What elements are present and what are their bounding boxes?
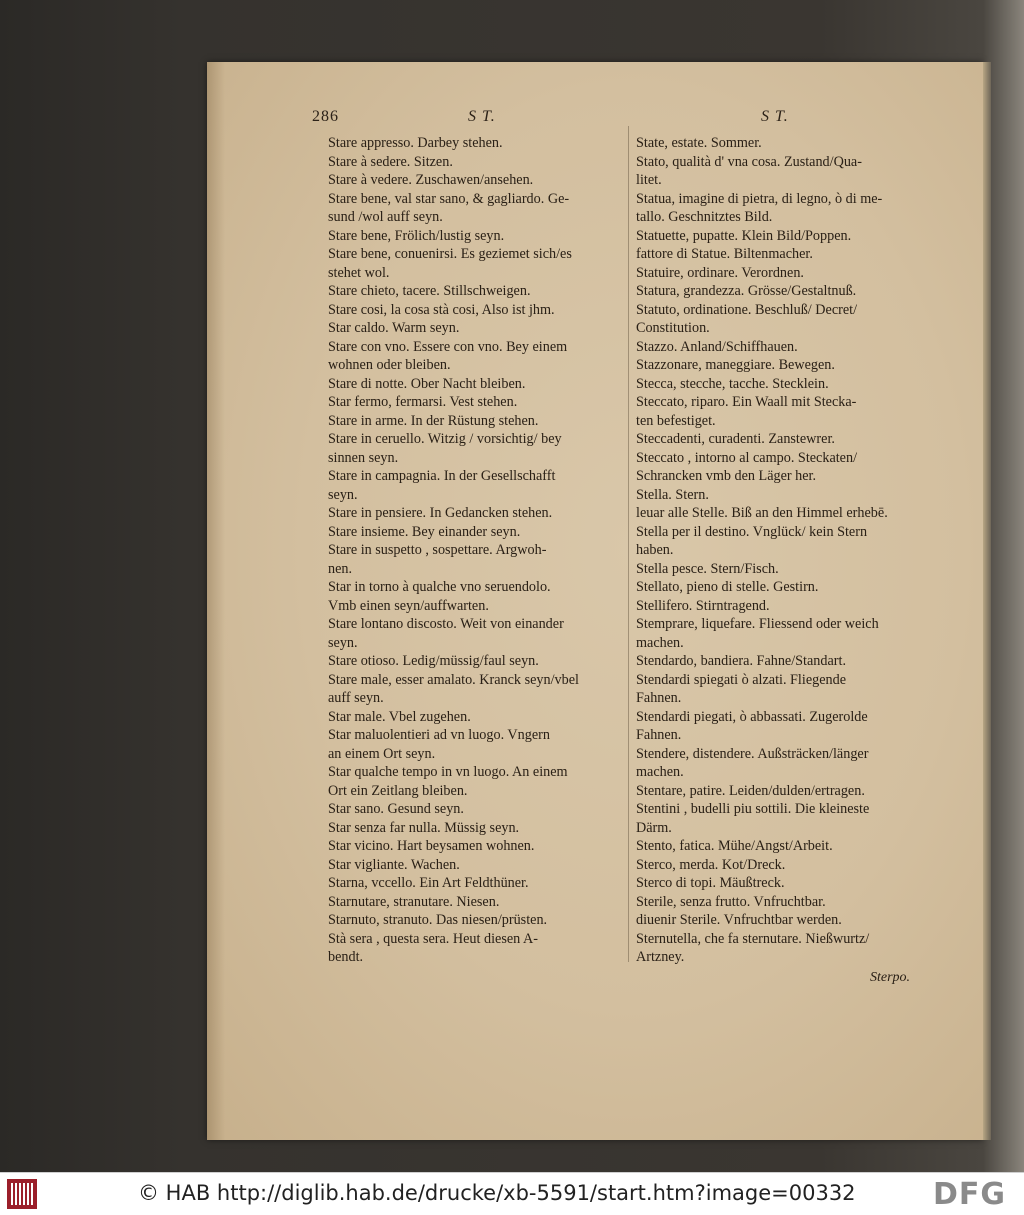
dictionary-entry-line: Sterco, merda. Kot/Dreck. — [636, 856, 786, 873]
dictionary-entry-line: fattore di Statue. Biltenmacher. — [636, 246, 813, 262]
dictionary-entry-line: Statura, grandezza. Grösse/Gestaltnuß. — [636, 283, 857, 299]
footer-bar — [0, 1172, 1024, 1215]
dictionary-entry-line: Starna, vccello. Ein Art Feldthüner. — [328, 875, 529, 891]
dictionary-entry-line: Fahnen. — [636, 690, 682, 706]
dictionary-entry-line: Steccadenti, curadenti. Zanstewrer. — [636, 431, 835, 447]
dictionary-entry-line: Star sano. Gesund seyn. — [328, 801, 464, 817]
dictionary-entry-line: Stare bene, val star sano, & gagliardo. Ge- — [328, 190, 570, 207]
dictionary-entry-line: Star qualche tempo in vn luogo. An einem — [328, 764, 568, 780]
dictionary-entry-line: Stà sera , questa sera. Heut diesen A- — [328, 930, 538, 947]
dictionary-entry-line: Stentare, patire. Leiden/dulden/ertragen. — [636, 782, 865, 799]
dictionary-entry-line: Stare in pensiere. In Gedancken stehen. — [328, 505, 553, 521]
dictionary-entry-line: Stare in campagnia. In der Gesellschafft — [328, 468, 556, 484]
right-column-heading: S T. — [761, 108, 789, 125]
dictionary-entry-line: Star male. Vbel zugehen. — [328, 708, 471, 725]
dictionary-entry-line: Sternutella, che fa sternutare. Nießwurtz/ — [636, 930, 870, 947]
dictionary-entry-line: Fahnen. — [636, 727, 682, 743]
dictionary-entry-line: Stellifero. Stirntragend. — [636, 597, 770, 614]
dictionary-entry-line: seyn. — [328, 486, 358, 503]
column-divider — [628, 126, 629, 962]
dictionary-entry-line: Sterco di topi. Mäußtreck. — [636, 875, 785, 891]
dictionary-entry-line: Star in torno à qualche vno seruendolo. — [328, 579, 551, 595]
dictionary-entry-line: Stemprare, liquefare. Fliessend oder weich — [636, 616, 879, 632]
hab-logo-icon — [7, 1179, 37, 1209]
dictionary-entry-line: Constitution. — [636, 320, 710, 336]
dictionary-entry-line: Stare di notte. Ober Nacht bleiben. — [328, 375, 526, 392]
dictionary-entry-line: Stare chieto, tacere. Stillschweigen. — [328, 283, 531, 299]
dictionary-entry-line: Stare in arme. In der Rüstung stehen. — [328, 412, 539, 429]
dictionary-entry-line: Starnutare, stranutare. Niesen. — [328, 893, 500, 910]
dictionary-entry-line: Stecca, stecche, tacche. Stecklein. — [636, 375, 829, 392]
left-column-heading: S T. — [468, 108, 496, 125]
dictionary-entry-line: sund /wol auff seyn. — [328, 209, 443, 225]
dictionary-entry-line: Steccato, riparo. Ein Waall mit Stecka- — [636, 394, 857, 410]
dictionary-entry-line: Stendardi piegati, ò abbassati. Zugerolde — [636, 708, 868, 725]
dictionary-entry-line: Statuire, ordinare. Verordnen. — [636, 264, 804, 281]
dictionary-entry-line: an einem Ort seyn. — [328, 745, 436, 762]
dictionary-entry-line: auff seyn. — [328, 690, 384, 706]
dfg-logo: DFG — [933, 1177, 1007, 1212]
dictionary-entry-line: Starnuto, stranuto. Das niesen/prüsten. — [328, 912, 548, 928]
dictionary-entry-line: Stare male, esser amalato. Kranck seyn/vbel — [328, 671, 579, 688]
dictionary-entry-line: sinnen seyn. — [328, 449, 399, 466]
copyright-link[interactable]: © HAB http://diglib.hab.de/drucke/xb-5591/start.htm?image=00332 — [138, 1181, 856, 1205]
dictionary-entry-line: Stella per il destino. Vnglück/ kein Stern — [636, 523, 868, 540]
dictionary-entry-line: Stare con vno. Essere con vno. Bey einem — [328, 338, 568, 355]
dictionary-entry-line: Stare in suspetto , sospettare. Argwoh- — [328, 542, 547, 558]
dictionary-entry-line: Stento, fatica. Mühe/Angst/Arbeit. — [636, 838, 833, 854]
dictionary-entry-line: Stazzo. Anland/Schiffhauen. — [636, 338, 798, 355]
dictionary-entry-line: Stato, qualità d' vna cosa. Zustand/Qua- — [636, 153, 862, 170]
dictionary-entry-line: Stendardo, bandiera. Fahne/Standart. — [636, 653, 846, 669]
dictionary-entry-line: Stella pesce. Stern/Fisch. — [636, 560, 779, 577]
dictionary-entry-line: Statuette, pupatte. Klein Bild/Poppen. — [636, 227, 852, 244]
dictionary-entry-line: Statua, imagine di pietra, di legno, ò di me- — [636, 190, 883, 207]
dictionary-entry-line: nen. — [328, 560, 353, 577]
dictionary-entry-line: Stendardi spiegati ò alzati. Fliegende — [636, 671, 846, 688]
dictionary-entry-line: Stare cosi, la cosa stà cosi, Also ist jhm. — [328, 301, 555, 318]
dictionary-entry-line: Stella. Stern. — [636, 486, 709, 503]
dictionary-entry-line: Stare insieme. Bey einander seyn. — [328, 523, 521, 540]
dictionary-entry-line: Star vigliante. Wachen. — [328, 856, 460, 873]
dictionary-entry-line: Steccato , intorno al campo. Steckaten/ — [636, 449, 858, 466]
dictionary-entry-line: Stare à vedere. Zuschawen/ansehen. — [328, 172, 534, 188]
dictionary-entry-line: Star caldo. Warm seyn. — [328, 320, 460, 336]
left-column — [328, 134, 624, 967]
dictionary-entry-line: Schrancken vmb den Läger her. — [636, 468, 817, 484]
dictionary-entry-line: leuar alle Stelle. Biß an den Himmel erhebē. — [636, 505, 888, 521]
dictionary-entry-line: Stare à sedere. Sitzen. — [328, 153, 453, 170]
dictionary-entry-line: tallo. Geschnitztes Bild. — [636, 209, 773, 225]
dictionary-entry-line: machen. — [636, 764, 684, 780]
dictionary-entry-line: Stare bene, Frölich/lustig seyn. — [328, 227, 505, 244]
catchword: Sterpo. — [870, 970, 911, 985]
dictionary-entry-line: Star vicino. Hart beysamen wohnen. — [328, 838, 535, 854]
page-edge — [983, 62, 991, 1140]
dictionary-entry-line: Stendere, distendere. Außsträcken/länger — [636, 745, 869, 762]
page-number: 286 — [312, 108, 339, 125]
right-column — [636, 134, 928, 967]
dictionary-entry-line: State, estate. Sommer. — [636, 135, 762, 151]
dictionary-entry-line: Stare lontano discosto. Weit von einander — [328, 616, 564, 632]
dictionary-entry-line: Sterile, senza frutto. Vnfruchtbar. — [636, 893, 826, 910]
dictionary-entry-line: seyn. — [328, 634, 358, 651]
dictionary-entry-line: Därm. — [636, 819, 672, 836]
dictionary-entry-line: Stare bene, conuenirsi. Es geziemet sich/es — [328, 246, 572, 262]
dictionary-entry-line: Stazzonare, maneggiare. Bewegen. — [636, 357, 835, 373]
dictionary-entry-line: Stellato, pieno di stelle. Gestirn. — [636, 579, 819, 595]
dictionary-entry-line: Artzney. — [636, 949, 685, 965]
dictionary-entry-line: Stare appresso. Darbey stehen. — [328, 135, 503, 151]
dictionary-entry-line: Star fermo, fermarsi. Vest stehen. — [328, 394, 518, 410]
dictionary-entry-line: Star maluolentieri ad vn luogo. Vngern — [328, 727, 550, 743]
dictionary-entry-line: Ort ein Zeitlang bleiben. — [328, 782, 468, 799]
dictionary-entry-line: Statuto, ordinatione. Beschluß/ Decret/ — [636, 301, 858, 318]
dictionary-entry-line: bendt. — [328, 949, 364, 965]
dictionary-entry-line: Vmb einen seyn/auffwarten. — [328, 597, 489, 614]
dictionary-entry-line: wohnen oder bleiben. — [328, 357, 451, 373]
dictionary-entry-line: machen. — [636, 634, 684, 651]
dictionary-entry-line: Stentini , budelli piu sottili. Die kleineste — [636, 801, 870, 817]
dictionary-entry-line: litet. — [636, 172, 662, 188]
dictionary-entry-line: Star senza far nulla. Müssig seyn. — [328, 819, 520, 836]
dictionary-entry-line: Stare otioso. Ledig/müssig/faul seyn. — [328, 653, 539, 669]
dictionary-entry-line: diuenir Sterile. Vnfruchtbar werden. — [636, 912, 842, 928]
dictionary-entry-line: haben. — [636, 542, 674, 558]
dictionary-entry-line: ten befestiget. — [636, 412, 716, 429]
dictionary-entry-line: stehet wol. — [328, 264, 390, 281]
dictionary-entry-line: Stare in ceruello. Witzig / vorsichtig/ bey — [328, 431, 562, 447]
